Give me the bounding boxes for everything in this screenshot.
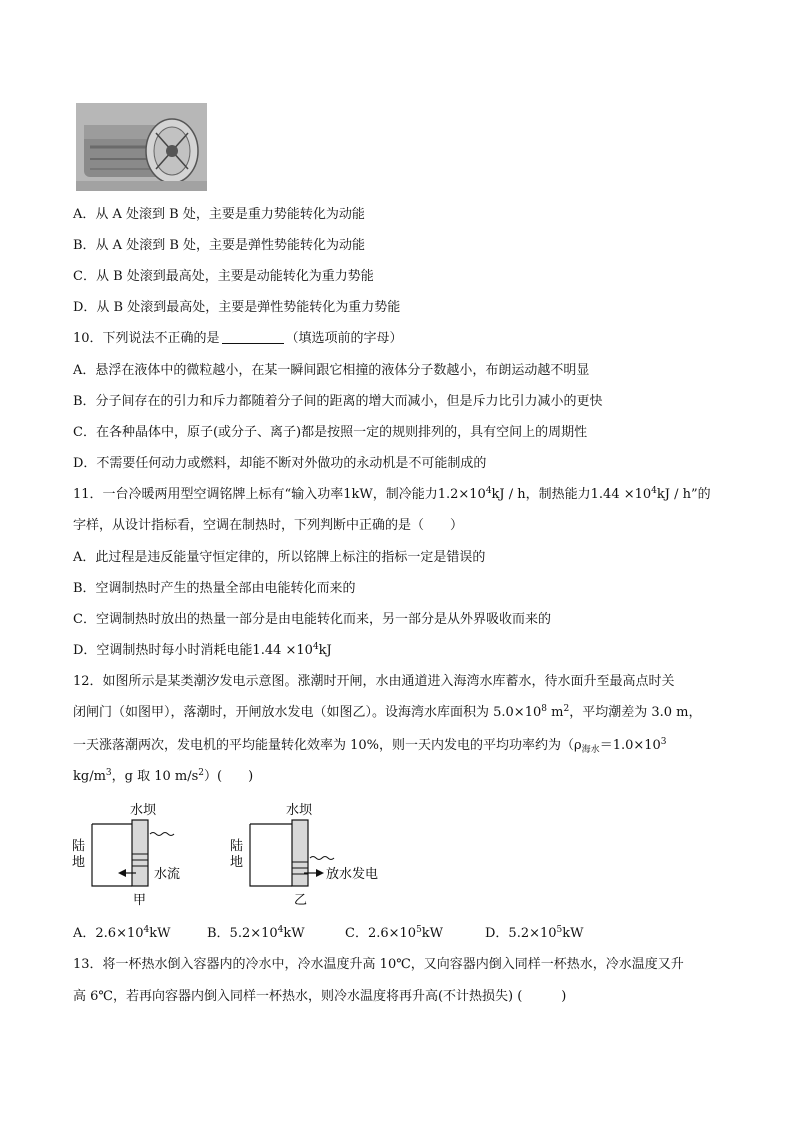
q9-option-a: A．从 A 处滚到 B 处，主要是重力势能转化为动能 <box>73 207 365 222</box>
q12-stem-line1: 12．如图所示是某类潮汐发电示意图。涨潮时开闸，水由通道进入海湾水库蓄水，待水面升至最高点时关 <box>73 674 675 689</box>
dam-label-a: 水坝 <box>130 803 157 818</box>
land-label-a-2: 地 <box>72 855 86 870</box>
q12-option-b <box>207 925 345 943</box>
q11-stem-part3: kJ / h”的 <box>656 487 711 502</box>
q12-line2-exp: 8 <box>541 704 547 714</box>
q12-stem-line2 <box>73 704 701 722</box>
q12-option-d-exp: 5 <box>556 925 563 935</box>
land-label-b-2: 地 <box>230 855 244 870</box>
q12-line3-part1: 一天涨落潮两次，发电机的平均能量转化效率为 10%，则一天内发电的平均功率约为（ρ <box>73 738 582 753</box>
q12-line2-unit: m <box>546 705 564 720</box>
q12-line2-exp2: 2 <box>563 704 570 714</box>
q12-rho-subscript: 海水 <box>581 745 600 755</box>
q12-stem-line4 <box>73 768 253 786</box>
q12-line2-part1: 闭闸门（如图甲），落潮时，开闸放水发电（如图乙）。设海湾水库面积为 5.0×10 <box>73 705 542 720</box>
q10-option-b: B．分子间存在的引力和斥力都随着分子间的距离的增大而减小，但是斥力比引力减小的更快 <box>73 394 603 409</box>
q12-option-d-value: D．5.2×10 <box>485 926 557 941</box>
q12-line4-exp2: 2 <box>198 768 205 778</box>
q12-line2-part2: ，平均潮差为 3.0 m， <box>569 705 702 720</box>
q13-stem-line1: 13．将一杯热水倒入容器内的冷水中，冷水温度升高 10℃，又向容器内倒入同样一杯热水，冷水温度又升 <box>73 957 684 972</box>
q12-line4-part1: kg/m <box>73 769 106 784</box>
q10-option-d: D．不需要任何动力或燃料，却能不断对外做功的永动机是不可能制成的 <box>73 456 487 471</box>
figure-b-label: 乙 <box>294 893 308 908</box>
q10-option-a: A．悬浮在液体中的微粒越小，在某一瞬间跟它相撞的液体分子数越小，布朗运动越不明显 <box>73 363 590 378</box>
release-power-label: 放水发电 <box>326 867 379 882</box>
figure-a-label: 甲 <box>133 893 147 908</box>
q12-option-a-value: A．2.6×10 <box>73 926 144 941</box>
q12-option-b-value: B．5.2×10 <box>207 926 278 941</box>
q10-stem-hint: （填选项前的字母） <box>285 331 403 346</box>
q11-stem-line2: 字样，从设计指标看，空调在制热时，下列判断中正确的是（ ） <box>73 518 464 533</box>
q11-exp2: 4 <box>651 486 657 496</box>
q9-option-b: B．从 A 处滚到 B 处，主要是弹性势能转化为动能 <box>73 238 366 253</box>
q12-option-b-exp: 4 <box>277 925 284 935</box>
q11-exp1: 4 <box>485 486 492 496</box>
q12-option-d <box>485 925 584 943</box>
q11-option-d-unit: kJ <box>318 643 332 658</box>
q9-option-d: D．从 B 处滚到最高处，主要是弹性势能转化为重力势能 <box>73 300 401 315</box>
q11-option-d <box>73 642 332 660</box>
tidal-diagram-a <box>70 800 210 910</box>
q12-line3-part2: ＝1.0×10 <box>599 738 661 753</box>
q12-option-c-exp: 5 <box>416 925 422 935</box>
q12-option-b-unit: kW <box>283 926 305 941</box>
q11-stem-line1 <box>73 486 711 504</box>
q13-stem-line2: 高 6℃，若再向容器内倒入同样一杯热水，则冷水温度将再升高(不计热损失) ( ) <box>73 989 567 1004</box>
q11-stem-part1: 11．一台冷暖两用型空调铭牌上标有“输入功率1kW，制冷能力1.2×10 <box>73 487 486 502</box>
answer-blank <box>222 331 284 344</box>
q12-line4-exp: 3 <box>105 768 112 778</box>
land-label-b-1: 陆 <box>230 839 244 854</box>
land-label-a-1: 陆 <box>72 839 86 854</box>
q10-stem <box>73 330 403 348</box>
q12-option-a <box>73 925 207 943</box>
q9-option-c: C．从 B 处滚到最高处，主要是动能转化为重力势能 <box>73 269 374 284</box>
q12-stem-line3 <box>73 737 667 755</box>
rolling-can-photo <box>76 103 207 191</box>
q12-line3-exp: 3 <box>660 737 667 747</box>
q12-line4-part2: ，g 取 10 m/s <box>111 769 199 784</box>
q11-option-c: C．空调制热时放出的热量一部分是由电能转化而来，另一部分是从外界吸收而来的 <box>73 612 551 627</box>
q11-option-d-text: D．空调制热时每小时消耗电能1.44 ×10 <box>73 643 313 658</box>
q11-option-d-exp: 4 <box>312 642 319 652</box>
q12-option-d-unit: kW <box>562 926 584 941</box>
q11-option-a: A．此过程是违反能量守恒定律的，所以铭牌上标注的指标一定是错误的 <box>73 550 486 565</box>
dam-label-b: 水坝 <box>286 803 313 818</box>
q10-stem-text: 10．下列说法不正确的是 <box>73 331 220 346</box>
q12-option-a-unit: kW <box>149 926 171 941</box>
tidal-diagram-b <box>228 800 388 910</box>
q12-option-c-value: C．2.6×10 <box>345 926 417 941</box>
q11-stem-part2: kJ / h，制热能力1.44 ×10 <box>491 487 652 502</box>
q12-option-a-exp: 4 <box>143 925 150 935</box>
q11-option-b: B．空调制热时产生的热量全部由电能转化而来的 <box>73 581 356 596</box>
q12-option-c <box>345 925 485 943</box>
q12-option-c-unit: kW <box>421 926 444 941</box>
q12-options <box>73 925 584 943</box>
water-flow-label: 水流 <box>154 867 181 882</box>
q10-option-c: C．在各种晶体中，原子(或分子、离子)都是按照一定的规则排列的，具有空间上的周期性 <box>73 425 588 440</box>
q12-line4-part3: ）( ) <box>204 769 254 784</box>
